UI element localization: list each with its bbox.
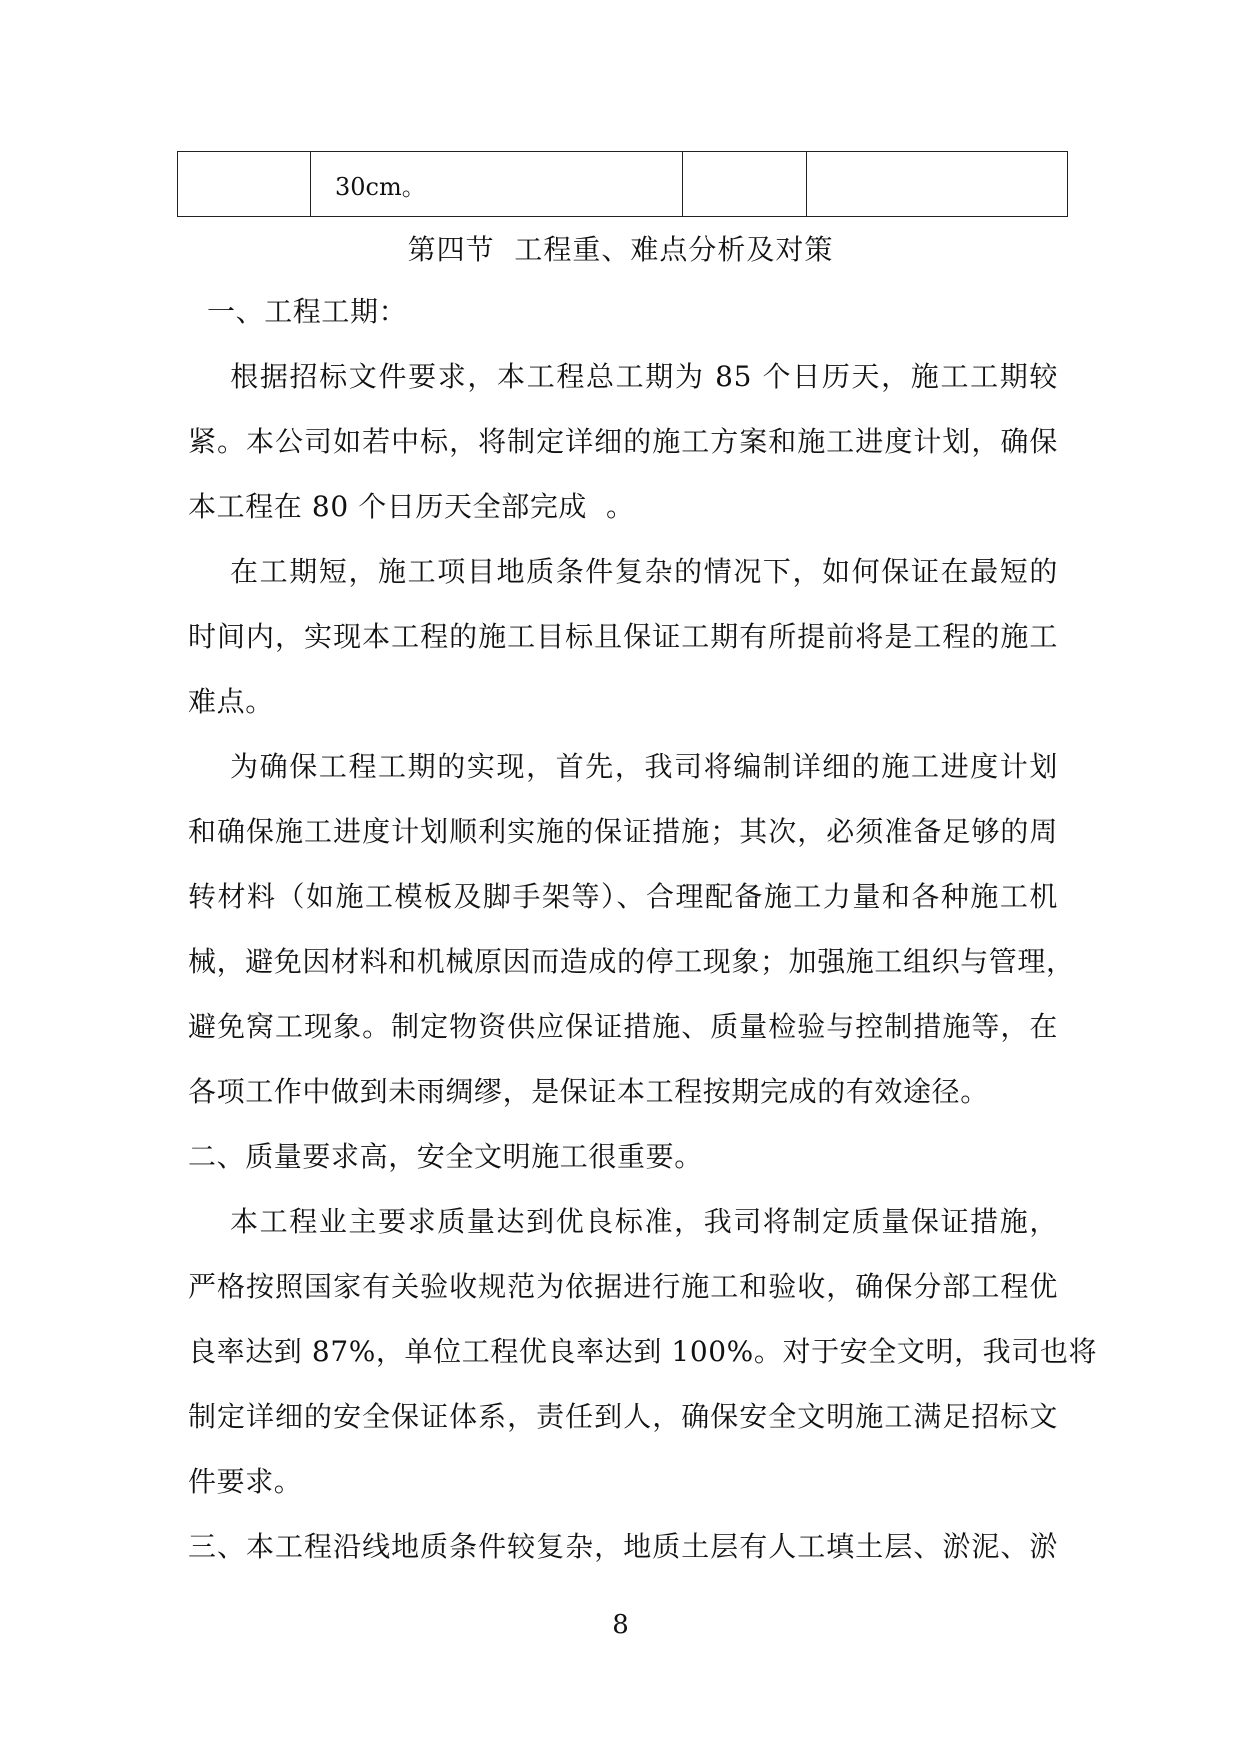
paragraph-line: 和确保施工进度计划顺利实施的保证措施；其次，必须准备足够的周 xyxy=(188,815,1058,848)
paragraph-line: 制定详细的安全保证体系，责任到人，确保安全文明施工满足招标文 xyxy=(188,1400,1058,1433)
paragraph-line: 避免窝工现象。制定物资供应保证措施、质量检验与控制措施等，在 xyxy=(188,1010,1058,1043)
paragraph-line: 本工程在 80 个日历天全部完成 。 xyxy=(188,490,635,523)
paragraph-line: 在工期短，施工项目地质条件复杂的情况下，如何保证在最短的 xyxy=(188,555,1058,588)
paragraph-line: 严格按照国家有关验收规范为依据进行施工和验收，确保分部工程优 xyxy=(188,1270,1058,1303)
paragraph-line: 紧。本公司如若中标，将制定详细的施工方案和施工进度计划，确保 xyxy=(188,425,1058,458)
table-cell: 30cm。 xyxy=(311,152,683,217)
table-cell xyxy=(807,152,1068,217)
paragraph-line: 各项工作中做到未雨绸缪，是保证本工程按期完成的有效途径。 xyxy=(188,1075,989,1108)
heading-2: 二、质量要求高，安全文明施工很重要。 xyxy=(188,1140,703,1173)
heading-3: 三、本工程沿线地质条件较复杂，地质土层有人工填土层、淤泥、淤 xyxy=(188,1530,1058,1563)
paragraph-line: 为确保工程工期的实现，首先，我司将编制详细的施工进度计划 xyxy=(188,750,1058,783)
table-cell xyxy=(178,152,311,217)
section-title: 第四节 工程重、难点分析及对策 xyxy=(407,233,834,266)
paragraph-line: 转材料（如施工模板及脚手架等）、合理配备施工力量和各种施工机 xyxy=(188,880,1058,913)
paragraph-line: 良率达到 87%，单位工程优良率达到 100%。对于安全文明，我司也将 xyxy=(188,1335,1098,1368)
table-cell xyxy=(683,152,807,217)
paragraph-line: 件要求。 xyxy=(188,1465,303,1498)
paragraph-line: 难点。 xyxy=(188,685,274,718)
table-row xyxy=(178,152,1068,217)
paragraph-line: 械，避免因材料和机械原因而造成的停工现象；加强施工组织与管理， xyxy=(188,945,1075,978)
heading-1: 一、工程工期： xyxy=(188,295,408,328)
page-number: 8 xyxy=(612,1610,629,1640)
paragraph-line: 根据招标文件要求，本工程总工期为 85 个日历天，施工工期较 xyxy=(188,360,1058,393)
paragraph-line: 本工程业主要求质量达到优良标准，我司将制定质量保证措施， xyxy=(188,1205,1058,1238)
paragraph-line: 时间内，实现本工程的施工目标且保证工期有所提前将是工程的施工 xyxy=(188,620,1058,653)
continuation-table xyxy=(177,151,1068,217)
